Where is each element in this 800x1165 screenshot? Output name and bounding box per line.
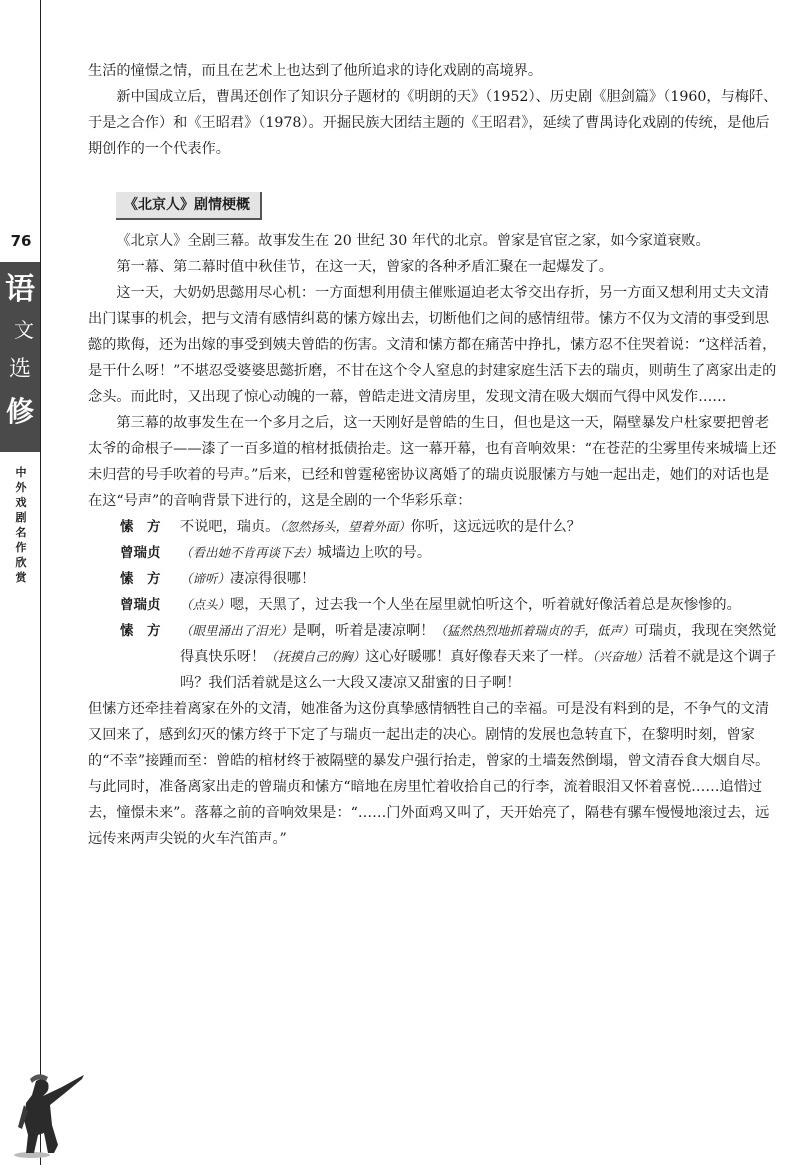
spoken-line: 可瑞贞，我现在突然觉得真快乐呀！ [180,623,777,665]
spoken-line: 活着不就是这个调子吗？我们活着就是这么一大段又凄凉又甜蜜的日子啊！ [180,649,777,691]
series-char: 语 [5,272,35,307]
dialogue-text [180,592,780,618]
stage-direction: （点头） [180,597,231,612]
dialogue-line [88,618,780,696]
stage-direction: （兴奋地） [592,649,649,664]
spoken-line: 是啊，听着是凄凉啊！ [292,623,435,639]
dialogue-line [88,592,780,618]
paragraph: 第三幕的故事发生在一个多月之后，这一天刚好是曾皓的生日，但也是这一天，隔壁暴发户杜家要把曾老太爷的命根子——漆了一百多道的棺材抵债抬走。这一幕开幕，也有音响效果：“在苍茫的尘雾里传来城墙上还未归营的号手吹着的号声。”后来，已经和曾霆秘密协议离婚了的瑞贞说服愫方与她一起出走，她们的对话也是在这“号声”的音响背景下进行的，这是全剧的一个华彩乐章： [88,415,777,509]
spoken-line: 这心好暖哪！真好像春天来了一样。 [365,649,593,665]
paragraph: 这一天，大奶奶思懿用尽心机：一方面想利用债主催账逼迫老太爷交出存折，另一方面又想利用丈夫文清出门谋事的机会，把与文清有感情纠葛的愫方嫁出去，切断他们之间的感情纽带。愫方不仅为文清的事受到思懿的欺侮，还为出嫁的事受到姨夫曾皓的伤害。文清和愫方都在痛苦中挣扎，愫方忍不住哭着说：“这样活着，是干什么呀！”不堪忍受婆婆思懿折磨，不甘在这个令人窒息的封建家庭生活下去的瑞贞，则萌生了离家出走的念头。而此时，又出现了惊心动魄的一幕，曾皓走进文清房里，发现文清在吸大烟而气得中风发作…… [88,285,777,405]
spoken-line: 你听，这远远吹的是什么？ [410,519,581,535]
dialogue-text [180,514,780,540]
speaker-name: 曾瑞贞 [120,545,161,561]
section-heading: 《北京人》剧情梗概 [116,192,262,220]
paragraph: 生活的憧憬之情，而且在艺术上也达到了他所追求的诗化戏剧的高境界。 [88,63,543,79]
stage-direction: （眼里涌出了泪光） [180,623,293,638]
dialogue-text [180,540,780,566]
book-title-char: 欣 [15,556,27,569]
book-title-vertical [4,465,38,585]
pointing-figure-illustration [10,1065,90,1160]
page-number: 76 [10,232,32,250]
book-title-char: 中 [15,466,27,479]
sidebar-rule [40,0,41,1165]
series-char: 文 [14,318,34,342]
stage-direction: （抚摸自己的胸） [265,649,366,664]
series-char: 修 [5,395,34,428]
stage-direction: （猛然热烈地抓着瑞贞的手，低声） [434,623,635,638]
dialogue-text [180,618,780,696]
spoken-line: 凄凉得很哪！ [230,571,316,587]
speaker-name: 愫 方 [120,571,161,587]
book-title-char: 外 [15,481,27,494]
stage-direction: （谛听） [180,571,231,586]
stage-direction: （忽然扬头，望着外面） [279,519,411,534]
book-title-char: 作 [15,541,27,554]
main-content [88,58,780,852]
speaker-name: 愫 方 [120,623,161,639]
book-title-char: 戏 [15,496,27,509]
book-title-char: 名 [15,526,27,539]
dialogue-line [88,514,780,540]
dialogue-block [88,514,780,696]
dialogue-line [88,566,780,592]
series-char: 选 [8,357,31,382]
spoken-line: 城墙边上吹的号。 [317,545,432,561]
spoken-line: 不说吧，瑞贞。 [180,519,280,535]
speaker-name: 愫 方 [120,519,161,535]
dialogue-line [88,540,780,566]
book-title-char: 赏 [15,571,27,584]
spoken-line: 嗯，天黑了，过去我一个人坐在屋里就怕听这个，听着就好像活着总是灰惨惨的。 [230,597,741,613]
paragraph: 第一幕、第二幕时值中秋佳节，在这一天，曾家的各种矛盾汇聚在一起爆发了。 [116,259,613,275]
book-title-char: 剧 [15,511,27,524]
paragraph: 《北京人》全剧三幕。故事发生在 20 世纪 30 年代的北京。曾家是官宦之家，如今家道衰败。 [116,233,710,249]
stage-direction: （看出她不肯再谈下去） [180,545,318,560]
series-label [0,262,40,452]
paragraph: 新中国成立后，曹禺还创作了知识分子题材的《明朗的天》（1952）、历史剧《胆剑篇》（1960，与梅阡、于是之合作）和《王昭君》（1978）。开掘民族大团结主题的《王昭君》，延续了曹禺诗化戏剧的传统，是他后期创作的一个代表作。 [88,89,778,157]
speaker-name: 曾瑞贞 [120,597,161,613]
paragraph: 但愫方还牵挂着离家在外的文清，她准备为这份真挚感情牺牲自己的幸福。可是没有料到的是，不争气的文清又回来了，感到幻灭的愫方终于下定了与瑞贞一起出走的决心。剧情的发展也急转直下，在黎明时刻，曾家的“不幸”接踵而至：曾皓的棺材终于被隔壁的暴发户强行抬走，曾家的土墙轰然倒塌，曾文清吞食大烟自尽。与此同时，准备离家出走的曾瑞贞和愫方“暗地在房里忙着收拾自己的行李，流着眼泪又怀着喜悦……追惜过去，憧憬未来”。落幕之前的音响效果是：“……门外面鸡又叫了，天开始亮了，隔巷有骡车慢慢地滚过去，远远传来两声尖锐的火车汽笛声。” [88,701,770,847]
dialogue-text [180,566,780,592]
